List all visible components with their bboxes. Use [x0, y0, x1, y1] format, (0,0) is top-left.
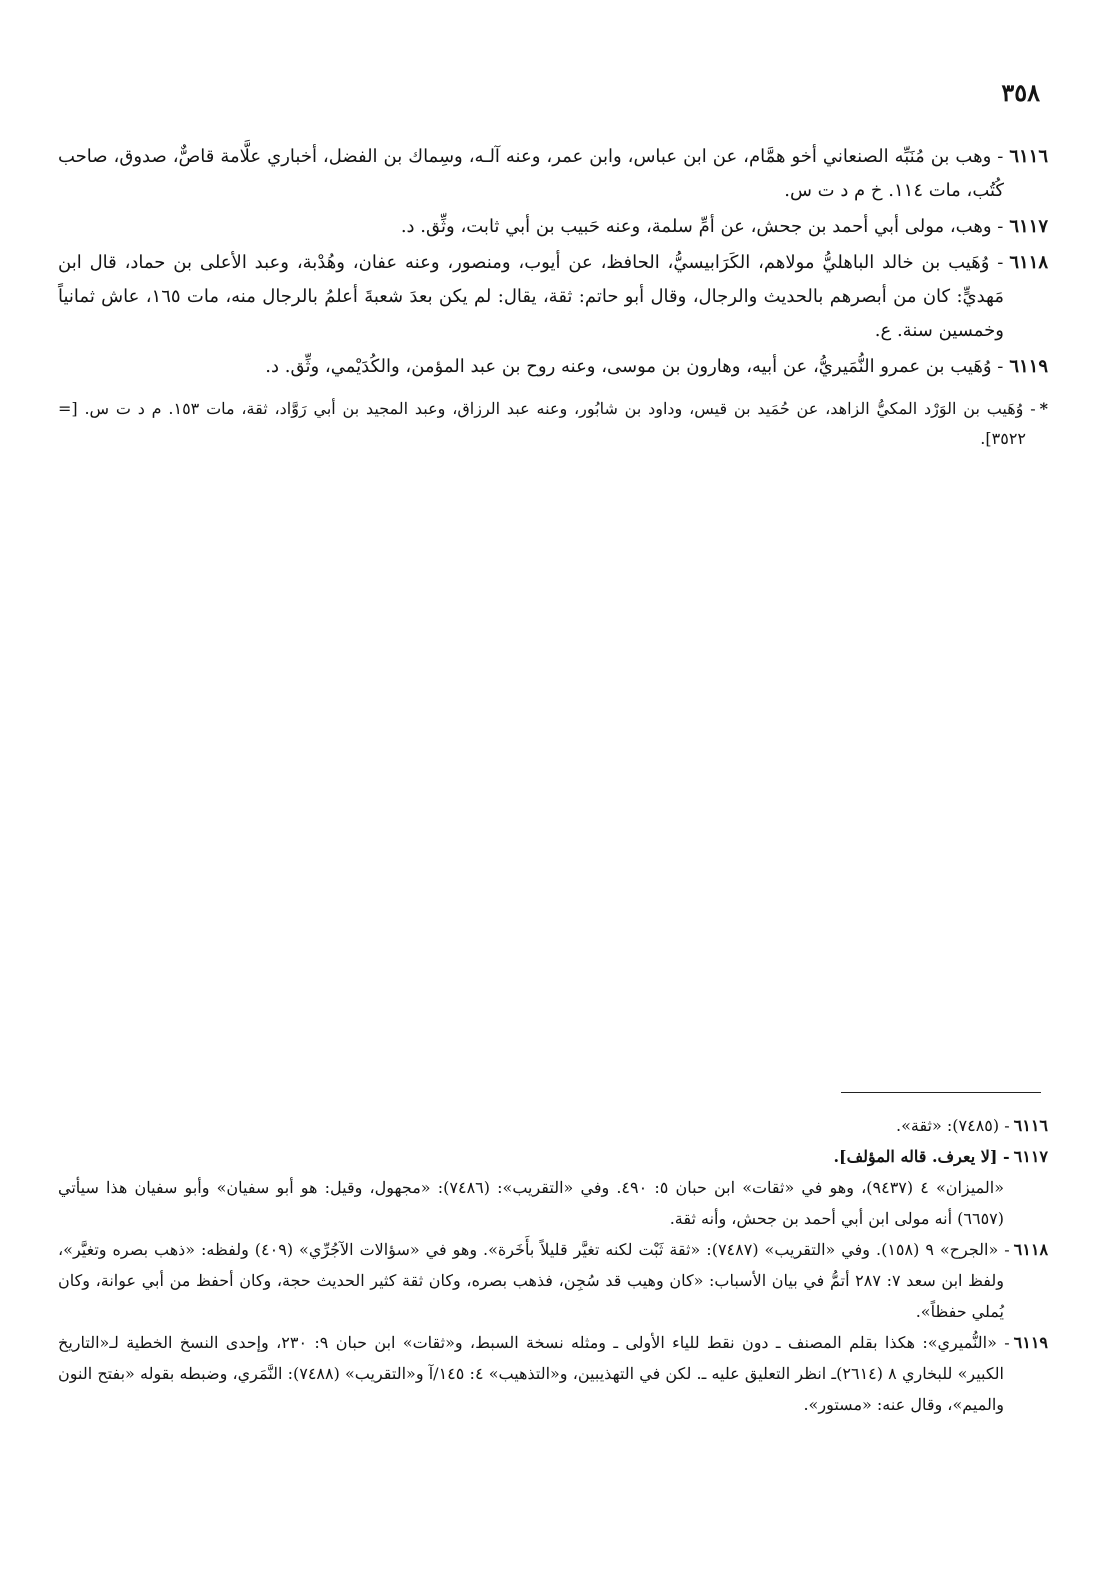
footnote-number: ٦١١٨ — [1013, 1240, 1049, 1259]
entry-number: ٦١١٧ — [1009, 216, 1048, 237]
entry-number: ٦١١٩ — [1009, 356, 1048, 377]
entry-text: - وهب، مولى أبي أحمد بن جحش، عن أمِّ سلمة، وعنه حَبيب بن أبي ثابت، وثِّق. د. — [400, 216, 1004, 237]
entry-text: - وُهَيب بن عمرو النُّمَيريُّ، عن أبيه، وهارون بن موسى، وعنه روح بن عبد المؤمن، والكُدَيْمي، وثِّق. د. — [265, 356, 1004, 377]
entry-text: - وهب بن مُنَبِّه الصنعاني أخو همَّام، عن ابن عباس، وابن عمر، وعنه آلـه، وسِماك بن الفضل، أخباري علَّامة قاصٌّ، صدوق، صاحب كُتُب، مات ١١٤. خ م د ت س. — [58, 146, 1004, 201]
entry-6119 — [58, 350, 1048, 384]
footnote-number: ٦١١٩ — [1013, 1333, 1049, 1352]
footnote-bold-text: - [لا يعرف. قاله المؤلف]. — [833, 1147, 1010, 1166]
footnotes — [58, 1110, 1048, 1420]
entry-number: ٦١١٦ — [1009, 146, 1049, 167]
entry-number: ٦١١٨ — [1009, 252, 1048, 273]
biography-entries — [58, 140, 1048, 456]
entry-6117 — [58, 210, 1048, 244]
footnote-6118 — [58, 1234, 1048, 1327]
footnote-6117-continued — [58, 1172, 1048, 1234]
page-number: ٣٥٨ — [1001, 78, 1040, 107]
footnote-separator — [841, 1092, 1041, 1093]
footnote-text: «الميزان» ٤ (٩٤٣٧)، وهو في «ثقات» ابن حبان ٥: ٤٩٠. وفي «التقريب»: (٧٤٨٦): «مجهول، وقيل: هو أبو سفيان» وأبو سفيان هذا سيأتي (٦٦٥٧) أنه مولى ابن أبي أحمد بن جحش، وأنه ثقة. — [58, 1178, 1005, 1228]
footnote-6116 — [58, 1110, 1048, 1141]
entry-text: - وُهَيب بن الوَرْد المكيُّ الزاهد، عن حُمَيد بن قيس، وداود بن شابُور، وعنه عبد الرزاق، وعبد المجيد بن أبي رَوَّاد، ثقة، مات ١٥٣. م د ت س. [= ٣٥٢٢]. — [58, 399, 1036, 448]
footnote-6117 — [58, 1141, 1048, 1172]
asterisk-marker: * — [1039, 399, 1048, 418]
footnote-6119 — [58, 1327, 1048, 1420]
footnote-text: - «الجرح» ٩ (١٥٨). وفي «التقريب» (٧٤٨٧): «ثقة ثَبْت لكنه تغيَّر قليلاً بأَخَرة». وهو في «سؤالات الآجُرِّي» (٤٠٩) ولفظه: «ذهب بصره وتغيَّر»، ولفظ ابن سعد ٧: ٢٨٧ أتمُّ في بيان الأسباب: «كان وهيب قد سُجِن، فذهب بصره، وكان ثقة كثير الحديث حجة، وكان أحفظ من أبي عوانة، وكان يُملي حفظاً». — [58, 1240, 1010, 1321]
footnote-text: - (٧٤٨٥): «ثقة». — [896, 1116, 1010, 1135]
entry-6116 — [58, 140, 1048, 208]
footnote-number: ٦١١٧ — [1013, 1147, 1048, 1166]
sub-entry-wuhayb-ibn-al-ward — [58, 394, 1048, 454]
entry-6118 — [58, 246, 1048, 348]
footnote-number: ٦١١٦ — [1013, 1116, 1048, 1135]
footnote-text: - «النُّميري»: هكذا بقلم المصنف ـ دون نقط للياء الأولى ـ ومثله نسخة السبط، و«ثقات» ابن حبان ٩: ٢٣٠، وإحدى النسخ الخطية لـ«التاريخ الكبير» للبخاري ٨ (٢٦١٤)ـ انظر التعليق عليه ـ. لكن في التهذيبين، و«التذهيب» ٤: ١٤٥/آ و«التقريب» (٧٤٨٨): النَّمَري، وضبطه بقوله «بفتح النون والميم»، وقال عنه: «مستور». — [58, 1333, 1010, 1414]
entry-text: - وُهَيب بن خالد الباهليُّ مولاهم، الكَرَابيسيُّ، الحافظ، عن أيوب، ومنصور، وعنه عفان، وهُدْبة، وعبد الأعلى بن حماد، قال ابن مَهديٍّ: كان من أبصرهم بالحديث والرجال، وقال أبو حاتم: ثقة، يقال: لم يكن بعدَ شعبةَ أعلمُ بالرجال منه، مات ١٦٥، عاش ثمانياً وخمسين سنة. ع. — [58, 252, 1004, 341]
